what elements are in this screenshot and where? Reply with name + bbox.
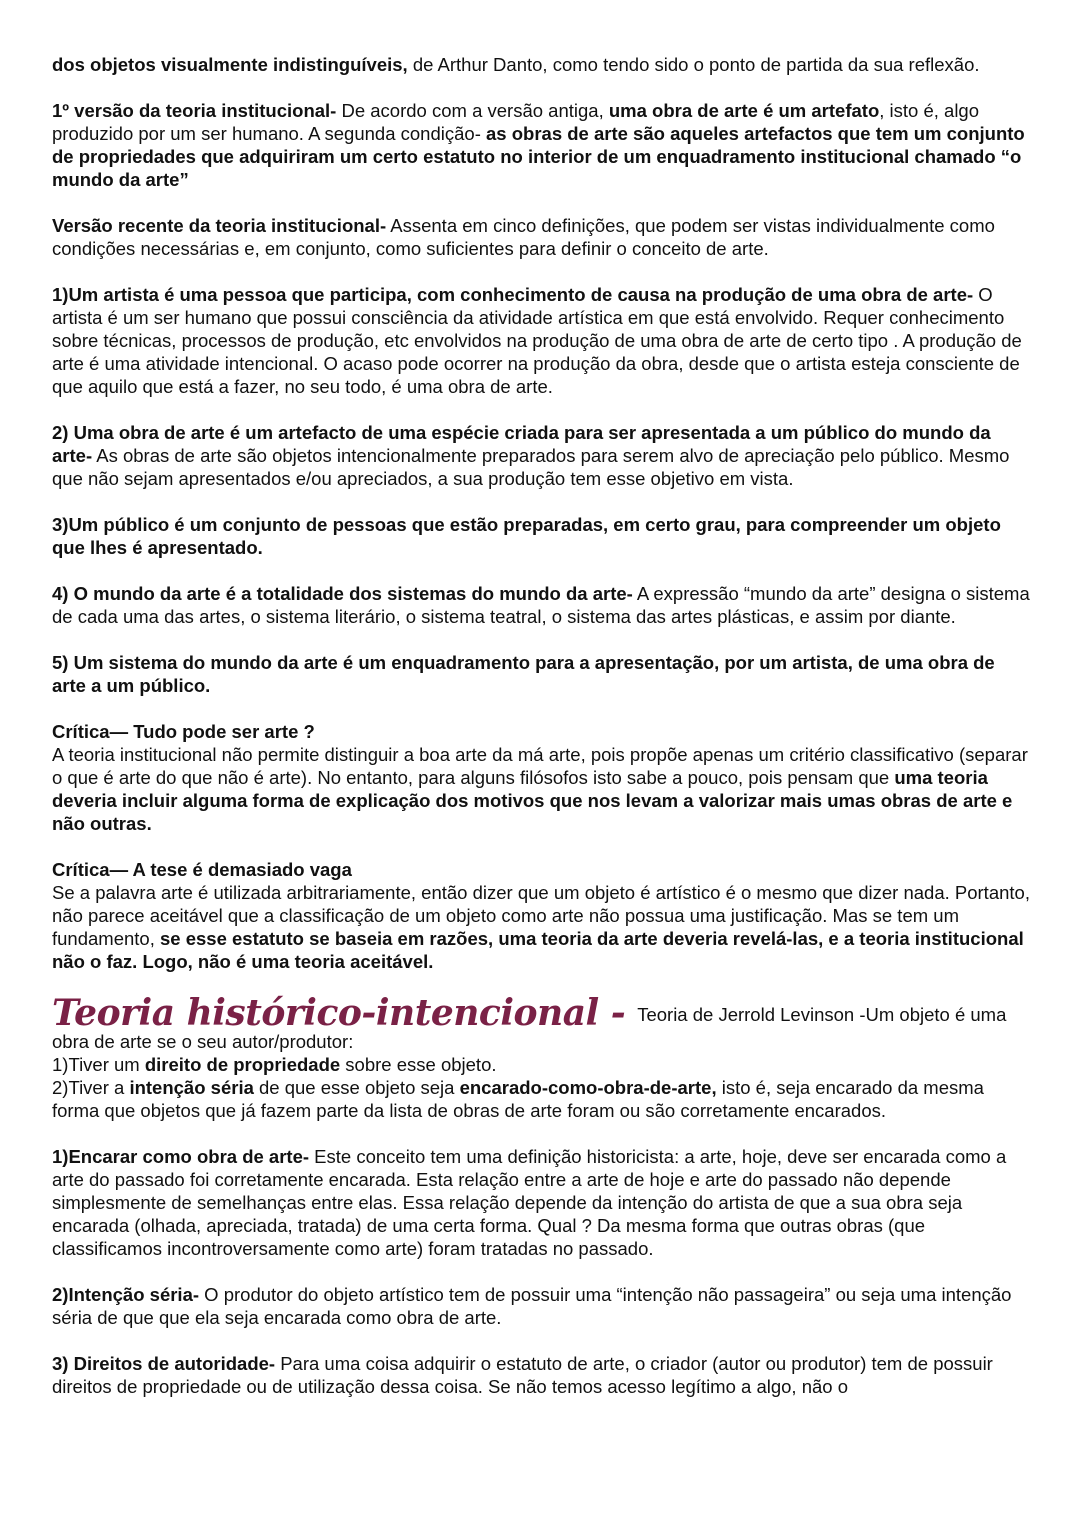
paragraph-danto-intro — [52, 53, 1030, 76]
paragraph-definition-3 — [52, 513, 1030, 559]
paragraph-direitos — [52, 1352, 1030, 1398]
paragraph-first-version — [52, 99, 1030, 191]
paragraph-historic-intentional — [52, 992, 1030, 1122]
bold-phrase: 3)Um público é um conjunto de pessoas que estão preparadas, em certo grau, para compreender um objeto que lhes é apresentado. — [52, 514, 1001, 558]
text-run: , isto é, algo produzido por um ser humano. A segunda condição- — [52, 100, 980, 144]
paragraph-definition-2 — [52, 421, 1030, 490]
text-run: O artista é um ser humano que possui consciência da atividade artística em que está envolvido. Requer conhecimento sobre técnicas, processos de produção, etc envolvidos na produção de uma obra de arte de certo tipo . A produção de arte é uma atividade intencional. O acaso pode ocorrer na produção da obra, desde que o artista esteja consciente de que aquilo que está a fazer, no seu todo, é uma obra de arte. — [52, 284, 1022, 397]
bold-phrase: 4) O mundo da arte é a totalidade dos sistemas do mundo da arte- — [52, 583, 633, 604]
text-run: 2)Tiver a — [52, 1077, 130, 1098]
bold-phrase: 5) Um sistema do mundo da arte é um enquadramento para a apresentação, por um artista, de uma obra de arte a um público. — [52, 652, 995, 696]
paragraph-definition-4 — [52, 582, 1030, 628]
bold-phrase: 1º versão da teoria institucional- — [52, 100, 337, 121]
text-run: As obras de arte são objetos intencionalmente preparados para serem alvo de apreciação pelo público. Mesmo que não sejam apresentados e/ou apreciados, a sua produção tem esse objetivo em vista. — [52, 445, 1010, 489]
paragraph-definition-5 — [52, 651, 1030, 697]
bold-phrase: 1)Encarar como obra de arte- — [52, 1146, 310, 1167]
text-run: Teoria de Jerrold Levinson -Um objeto é uma obra de arte se o seu autor/produtor: — [52, 1004, 1007, 1052]
paragraph-recent-version — [52, 214, 1030, 260]
bold-phrase: uma teoria deveria incluir alguma forma de explicação dos motivos que nos levam a valorizar mais umas obras de arte e não outras. — [52, 767, 1013, 834]
paragraph-intencao-seria — [52, 1283, 1030, 1329]
bold-phrase: intenção séria — [129, 1077, 254, 1098]
bold-phrase: Versão recente da teoria institucional- — [52, 215, 387, 236]
text-run: sobre esse objeto. — [340, 1054, 497, 1075]
bold-phrase: encarado-como-obra-de-arte, — [459, 1077, 717, 1098]
paragraph-critique-1 — [52, 720, 1030, 835]
text-run: de que esse objeto seja — [253, 1077, 460, 1098]
text-run: Este conceito tem uma definição historicista: a arte, hoje, deve ser encarada como a arte do passado foi corretamente encarada. Esta relação entre a arte de hoje e arte do passado não depende simplesmente de semelhanças entre elas. Essa relação depende da intenção do artista de que a sua obra seja encarada (olhada, apreciada, tratada) de uma certa forma. Qual ? Da mesma forma que outras obras (que classificamos incontroversamente como arte) foram tratadas no passado. — [52, 1146, 1007, 1259]
bold-phrase: direito de propriedade — [144, 1054, 341, 1075]
paragraph-critique-2 — [52, 858, 1030, 973]
text-run: Se a palavra arte é utilizada arbitrariamente, então dizer que um objeto é artístico é o mesmo que dizer nada. Portanto, não parece aceitável que a classificação de um objeto como arte não possua uma justificação. Mas se tem um fundamento, — [52, 882, 1030, 949]
text-run: isto é, seja encarado da mesma forma que objetos que já fazem parte da lista de obras de arte foram ou são corretamente encarados. — [52, 1077, 984, 1121]
text-run: De acordo com a versão antiga, — [336, 100, 609, 121]
text-run: de Arthur Danto, como tendo sido o ponto de partida da sua reflexão. — [407, 54, 980, 75]
bold-phrase: as obras de arte são aqueles artefactos que tem um conjunto de propriedades que adquiriram um certo estatuto no interior de um enquadramento institucional chamado “o mundo da arte” — [52, 123, 1025, 190]
bold-phrase: dos objetos visualmente indistinguíveis, — [52, 54, 408, 75]
paragraph-definition-1 — [52, 283, 1030, 398]
bold-phrase: uma obra de arte é um artefato — [608, 100, 880, 121]
bold-phrase: 1)Um artista é uma pessoa que participa, com conhecimento de causa na produção de uma obra de arte- — [52, 284, 974, 305]
bold-phrase: 2)Intenção séria- — [52, 1284, 200, 1305]
text-run: 1)Tiver um — [52, 1054, 145, 1075]
critique-heading: Crítica— A tese é demasiado vaga — [52, 859, 352, 880]
section-title: Teoria histórico-intencional - — [52, 992, 638, 1034]
bold-phrase: se esse estatuto se baseia em razões, uma teoria da arte deveria revelá-las, e a teoria institucional não o faz. Logo, não é uma teoria aceitável. — [52, 928, 1024, 972]
bold-phrase: 2) Uma obra de arte é um artefacto de uma espécie criada para ser apresentada a um público do mundo da arte- — [52, 422, 991, 466]
text-run: O produtor do objeto artístico tem de possuir uma “intenção não passageira” ou seja uma intenção séria de que que ela seja encarada como obra de arte. — [52, 1284, 1012, 1328]
bold-phrase: 3) Direitos de autoridade- — [52, 1353, 276, 1374]
text-run: Assenta em cinco definições, que podem ser vistas individualmente como condições necessárias e, em conjunto, como suficientes para definir o conceito de arte. — [52, 215, 995, 259]
text-run: Para uma coisa adquirir o estatuto de arte, o criador (autor ou produtor) tem de possuir direitos de propriedade ou de utilização dessa coisa. Se não temos acesso legítimo a algo, não o — [52, 1353, 993, 1397]
paragraph-encarar — [52, 1145, 1030, 1260]
text-run: A expressão “mundo da arte” designa o sistema de cada uma das artes, o sistema literário, o sistema teatral, o sistema das artes plásticas, e assim por diante. — [52, 583, 1030, 627]
text-run: A teoria institucional não permite distinguir a boa arte da má arte, pois propõe apenas um critério classificativo (separar o que é arte do que não é arte). No entanto, para alguns filósofos isto sabe a pouco, pois pensam que — [52, 744, 1028, 788]
critique-heading: Crítica— Tudo pode ser arte ? — [52, 721, 315, 742]
